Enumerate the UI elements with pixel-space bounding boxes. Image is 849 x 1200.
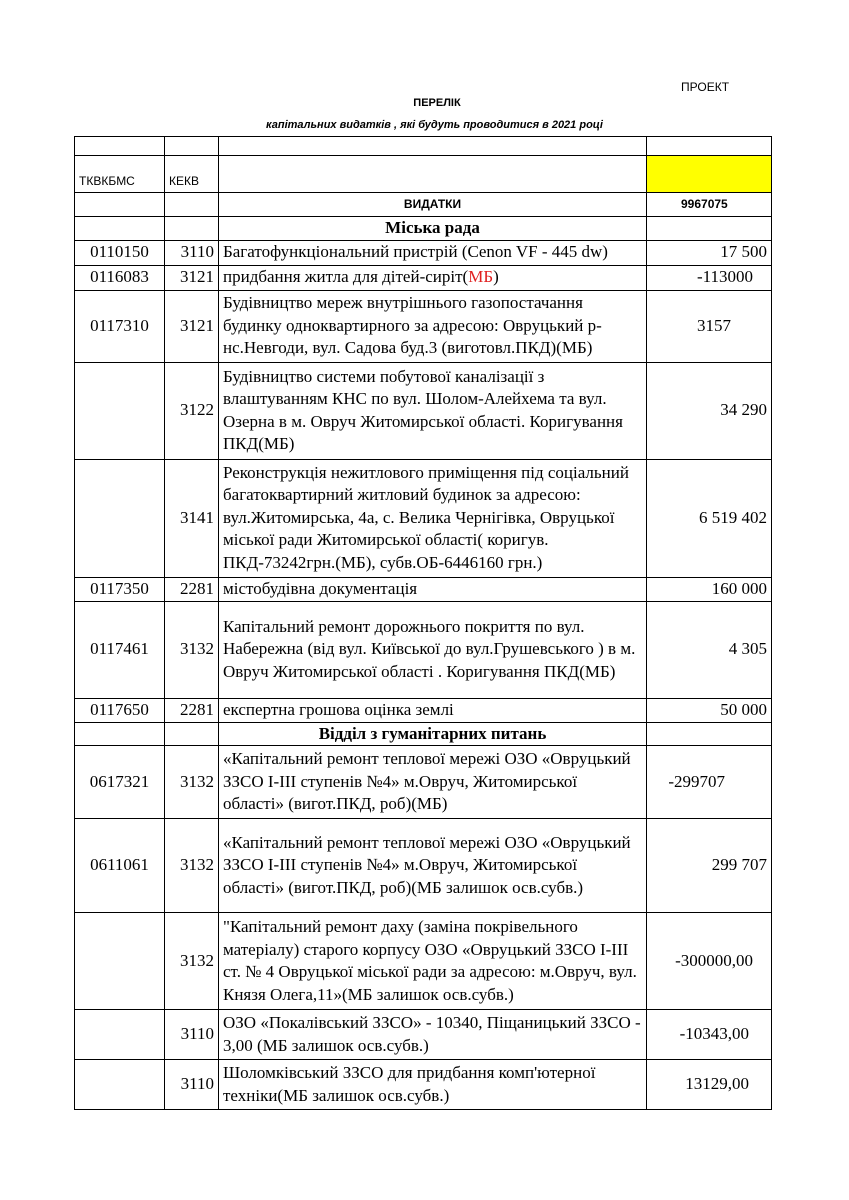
row-code: 0617321 [75,746,165,819]
row-kekv: 3141 [165,459,219,577]
col-header-kekv: КЕКВ [165,156,219,193]
row-kekv: 3110 [165,1010,219,1060]
row-code [75,459,165,577]
table-row [75,290,772,362]
row-amount: -113000 [647,265,772,290]
row-code: 0116083 [75,265,165,290]
section-row [75,722,772,746]
expenses-table [74,136,772,1110]
row-code [75,913,165,1010]
row-code: 0117650 [75,698,165,722]
row-code [75,1060,165,1110]
row-description: Капітальний ремонт дорожнього покриття по вул. Набережна (від вул. Київської до вул.Грушевського ) в м. Овруч Житомирської області . Коригування ПКД(МБ) [219,601,647,698]
row-kekv: 3132 [165,819,219,913]
row-amount: -299707 [647,746,772,819]
row-kekv: 3110 [165,240,219,265]
table-row [75,459,772,577]
row-kekv: 3110 [165,1060,219,1110]
row-description: Будівництво мереж внутрішнього газопостачання будинку одноквартирного за адресою: Овруцький р-нс.Невгоди, вул. Садова буд.3 (виготовл.ПКД)(МБ) [219,290,647,362]
row-description: «Капітальний ремонт теплової мережі ОЗО «Овруцький ЗЗСО І-ІІІ ступенів №4» м.Овруч, Житомирської області» (вигот.ПКД, роб)(МБ) [219,746,647,819]
table-row [75,1060,772,1110]
row-kekv: 3121 [165,290,219,362]
row-kekv: 2281 [165,698,219,722]
row-amount: 17 500 [647,240,772,265]
row-description: «Капітальний ремонт теплової мережі ОЗО «Овруцький ЗЗСО І-ІІІ ступенів №4» м.Овруч, Житомирської області» (вигот.ПКД, роб)(МБ залишок осв.субв.) [219,819,647,913]
row-description [219,265,647,290]
table-row [75,601,772,698]
row-code: 0117350 [75,577,165,601]
col-header-expenses: ВИДАТКИ [219,193,647,217]
table-row [75,240,772,265]
row-kekv: 3121 [165,265,219,290]
col-header-tkvkbms: ТКВКБМС [75,156,165,193]
row-amount: -300000,00 [647,913,772,1010]
table-row [75,746,772,819]
row-description: Будівництво системи побутової каналізації з влаштуванням КНС по вул. Шолом-Алейхема та вул. Озерна в м. Овруч Житомирської області. Коригування ПКД(МБ) [219,362,647,459]
table-header-row [75,156,772,193]
table-row [75,913,772,1010]
row-amount: 3157 [647,290,772,362]
row-description-text: придбання житла для дітей-сиріт( [223,267,469,287]
row-kekv: 3132 [165,913,219,1010]
table-row [75,577,772,601]
row-description-red: МБ [468,267,494,287]
row-amount: 13129,00 [647,1060,772,1110]
table-row [75,362,772,459]
table-row [75,698,772,722]
row-amount: 160 000 [647,577,772,601]
table-row [75,265,772,290]
total-value: 9967075 [647,193,772,217]
row-amount: 6 519 402 [647,459,772,577]
row-description: містобудівна документація [219,577,647,601]
row-code [75,1010,165,1060]
table-row [75,1010,772,1060]
row-amount: 50 000 [647,698,772,722]
document-title: ПЕРЕЛІК [413,97,461,109]
row-amount: 4 305 [647,601,772,698]
row-code: 0110150 [75,240,165,265]
table-subheader-row [75,193,772,217]
row-description-end: ) [493,267,499,287]
row-description [219,913,647,1010]
row-description: ОЗО «Покалівський ЗЗСО» - 10340, Піщаницький ЗЗСО - 3,00 (МБ залишок осв.субв.) [219,1010,647,1060]
highlight-cell [647,156,772,193]
table-row-blank [75,137,772,156]
row-kekv: 2281 [165,577,219,601]
row-kekv: 3132 [165,746,219,819]
row-description: Шоломківський ЗЗСО для придбання комп'ютерної техніки(МБ залишок осв.субв.) [219,1060,647,1110]
row-amount: -10343,00 [647,1010,772,1060]
row-description: Багатофункціональний пристрій (Cenon VF - 445 dw) [219,240,647,265]
section-city-council: Міська рада [219,216,647,240]
table-row [75,819,772,913]
row-kekv: 3122 [165,362,219,459]
row-amount: 299 707 [647,819,772,913]
document-subtitle: капітальних видатків , які будуть проводитися в 2021 році [266,119,603,131]
row-description: Реконструкція нежитлового приміщення під соціальний багатоквартирний житловий будинок за адресою: вул.Житомирська, 4а, с. Велика Чернігівка, Овруцької міської ради Житомирської області( коригув. ПКД-73242грн.(МБ), субв.ОБ-6446160 грн.) [219,459,647,577]
row-kekv: 3132 [165,601,219,698]
row-amount: 34 290 [647,362,772,459]
row-code: 0117461 [75,601,165,698]
section-humanitarian: Відділ з гуманітарних питань [219,722,647,746]
section-row [75,216,772,240]
row-code [75,362,165,459]
project-label: ПРОЕКТ [681,80,730,94]
row-code: 0117310 [75,290,165,362]
row-code: 0611061 [75,819,165,913]
row-description-text: "Капітальний ремонт даху (заміна покрівельного матеріалу) старого корпусу ОЗО «Овруцький ЗЗСО І-ІІІ ст. № 4 Овруцької міської ради за адресою: м.Овруч, вул. Князя Олега,11»(МБ залишок осв.субв.) [223,917,637,1004]
row-description: експертна грошова оцінка землі [219,698,647,722]
